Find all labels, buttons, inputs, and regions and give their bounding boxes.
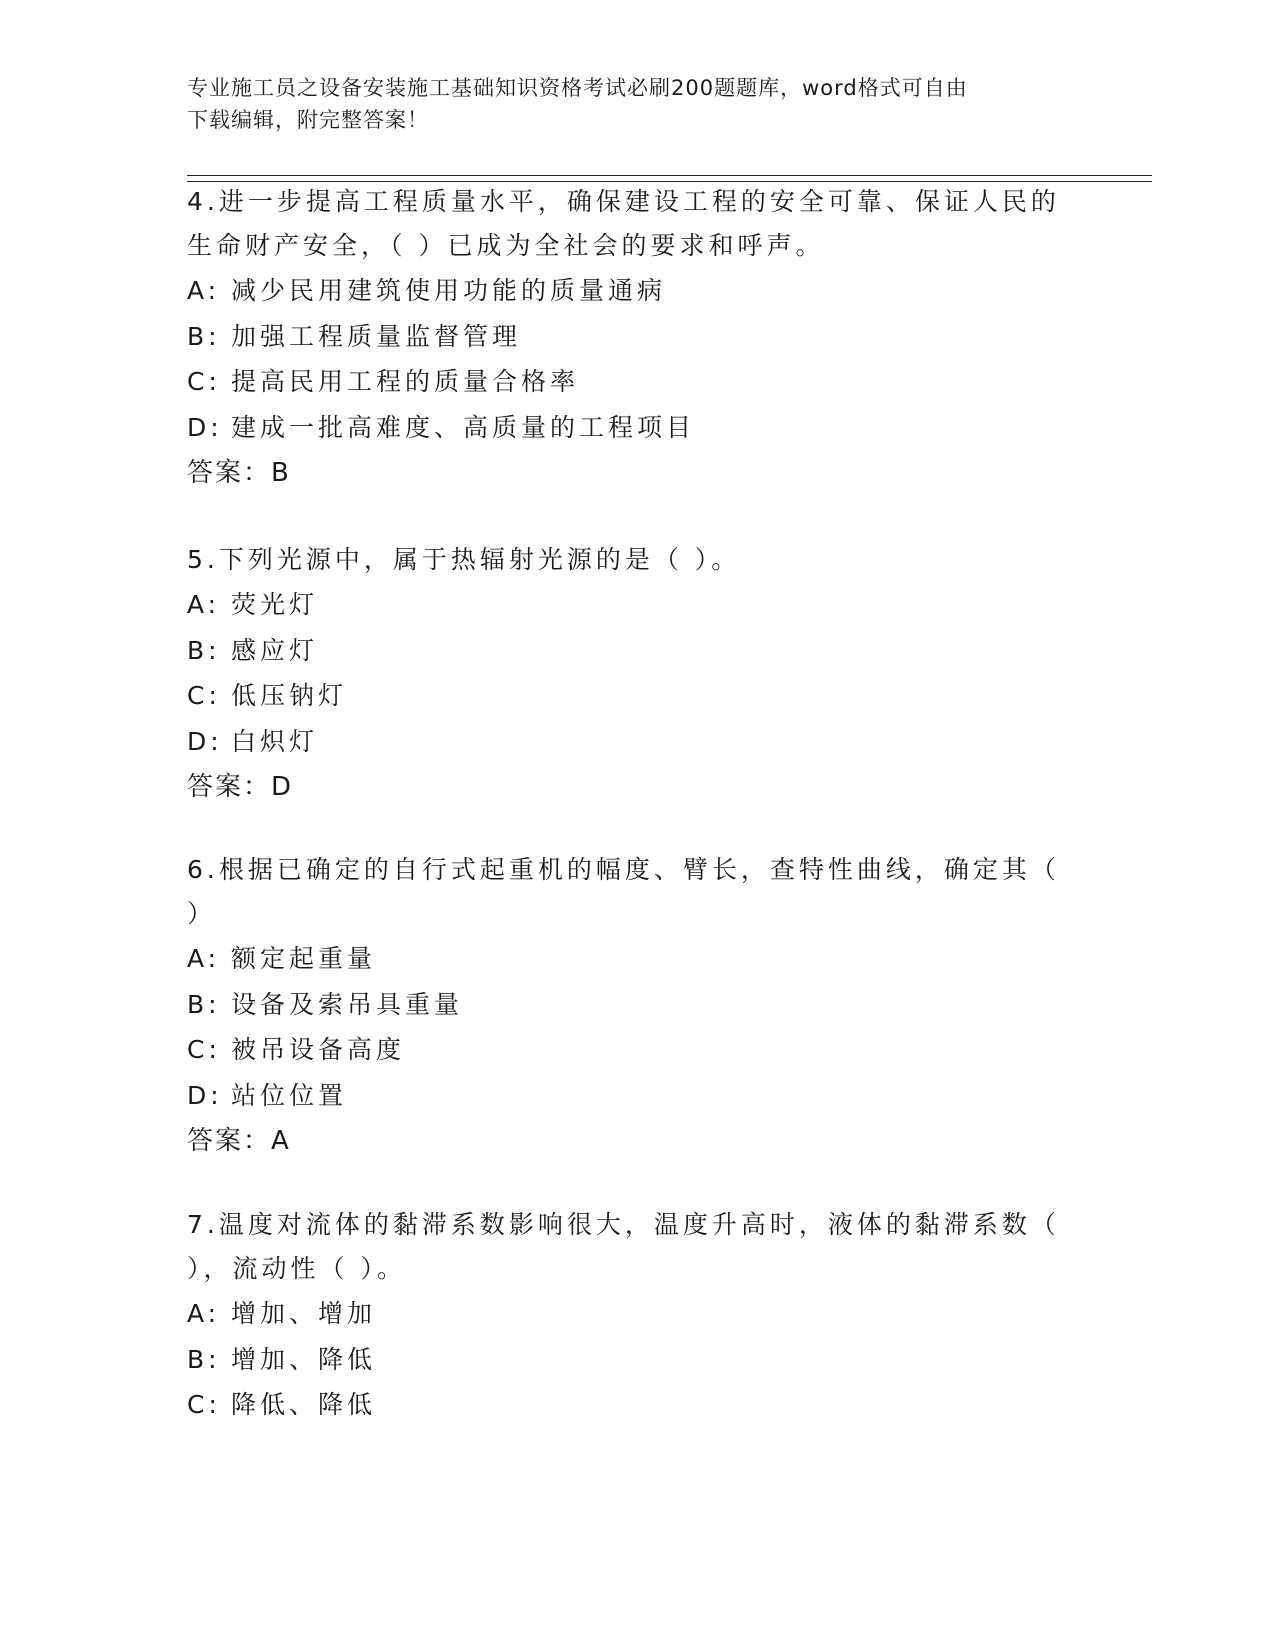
option-text: 白炽灯	[231, 726, 319, 756]
option-c	[187, 359, 1067, 405]
question-text-line: 7.温度对流体的黏滞系数影响很大，温度升高时，液体的黏滞系数（	[187, 1210, 1060, 1239]
option-text: 被吊设备高度	[231, 1035, 406, 1064]
option-text: 低压钠灯	[231, 681, 348, 710]
option-key: B:	[187, 635, 221, 665]
question-text-line: 5.下列光源中，属于热辐射光源的是（ ）。	[187, 545, 741, 574]
option-d	[187, 405, 1067, 451]
option-c	[187, 1382, 1067, 1428]
option-key: A:	[187, 1299, 221, 1328]
option-text: 荧光灯	[231, 590, 319, 619]
option-key: B:	[187, 1344, 221, 1374]
answer-line: 答案：D	[187, 772, 294, 802]
option-text: 感应灯	[231, 635, 319, 665]
question-6	[187, 848, 1067, 1164]
option-key: C:	[187, 1390, 221, 1419]
question-text-line: 6.根据已确定的自行式起重机的幅度、臂长，查特性曲线，确定其（	[187, 855, 1060, 884]
question-text-line: 生命财产安全，（ ）已成为全社会的要求和呼声。	[187, 231, 825, 260]
document-header	[187, 72, 1067, 136]
question-text-line: 4.进一步提高工程质量水平，确保建设工程的安全可靠、保证人民的	[187, 187, 1060, 216]
option-c	[187, 673, 1067, 719]
option-key: D:	[187, 726, 223, 756]
option-key: B:	[187, 989, 221, 1019]
option-text: 降低、降低	[231, 1390, 377, 1419]
option-text: 站位位置	[231, 1080, 348, 1110]
option-a	[187, 582, 1067, 628]
question-5	[187, 538, 1067, 810]
option-b	[187, 314, 1067, 360]
question-4	[187, 180, 1067, 496]
option-text: 加强工程质量监督管理	[231, 321, 522, 351]
header-line-1: 专业施工员之设备安装施工基础知识资格考试必刷200题题库，word格式可自由	[187, 76, 968, 100]
answer-line: 答案：B	[187, 458, 291, 488]
option-a	[187, 1291, 1067, 1337]
header-divider-top	[187, 175, 1152, 176]
option-c	[187, 1027, 1067, 1073]
option-text: 额定起重量	[231, 944, 377, 973]
option-b	[187, 1337, 1067, 1383]
option-d	[187, 1073, 1067, 1119]
option-key: D:	[187, 1080, 223, 1110]
option-text: 减少民用建筑使用功能的质量通病	[231, 276, 667, 305]
option-d	[187, 719, 1067, 765]
option-b	[187, 982, 1067, 1028]
header-line-2: 下载编辑，附完整答案！	[187, 108, 429, 132]
option-key: B:	[187, 321, 221, 351]
option-text: 增加、增加	[231, 1299, 377, 1328]
option-key: C:	[187, 1035, 221, 1064]
option-a	[187, 268, 1067, 314]
option-key: A:	[187, 944, 221, 973]
option-key: A:	[187, 276, 221, 305]
option-key: C:	[187, 681, 221, 710]
question-text-line: ）	[187, 899, 217, 928]
option-text: 设备及索吊具重量	[231, 989, 464, 1019]
option-b	[187, 628, 1067, 674]
option-key: A:	[187, 590, 221, 619]
option-key: D:	[187, 412, 223, 442]
question-7	[187, 1203, 1067, 1428]
question-text-line: ），流动性（ ）。	[187, 1254, 406, 1283]
option-key: C:	[187, 367, 221, 396]
option-text: 建成一批高难度、高质量的工程项目	[231, 412, 696, 442]
answer-line: 答案：A	[187, 1126, 291, 1156]
option-a	[187, 936, 1067, 982]
option-text: 增加、降低	[231, 1344, 377, 1374]
option-text: 提高民用工程的质量合格率	[231, 367, 580, 396]
